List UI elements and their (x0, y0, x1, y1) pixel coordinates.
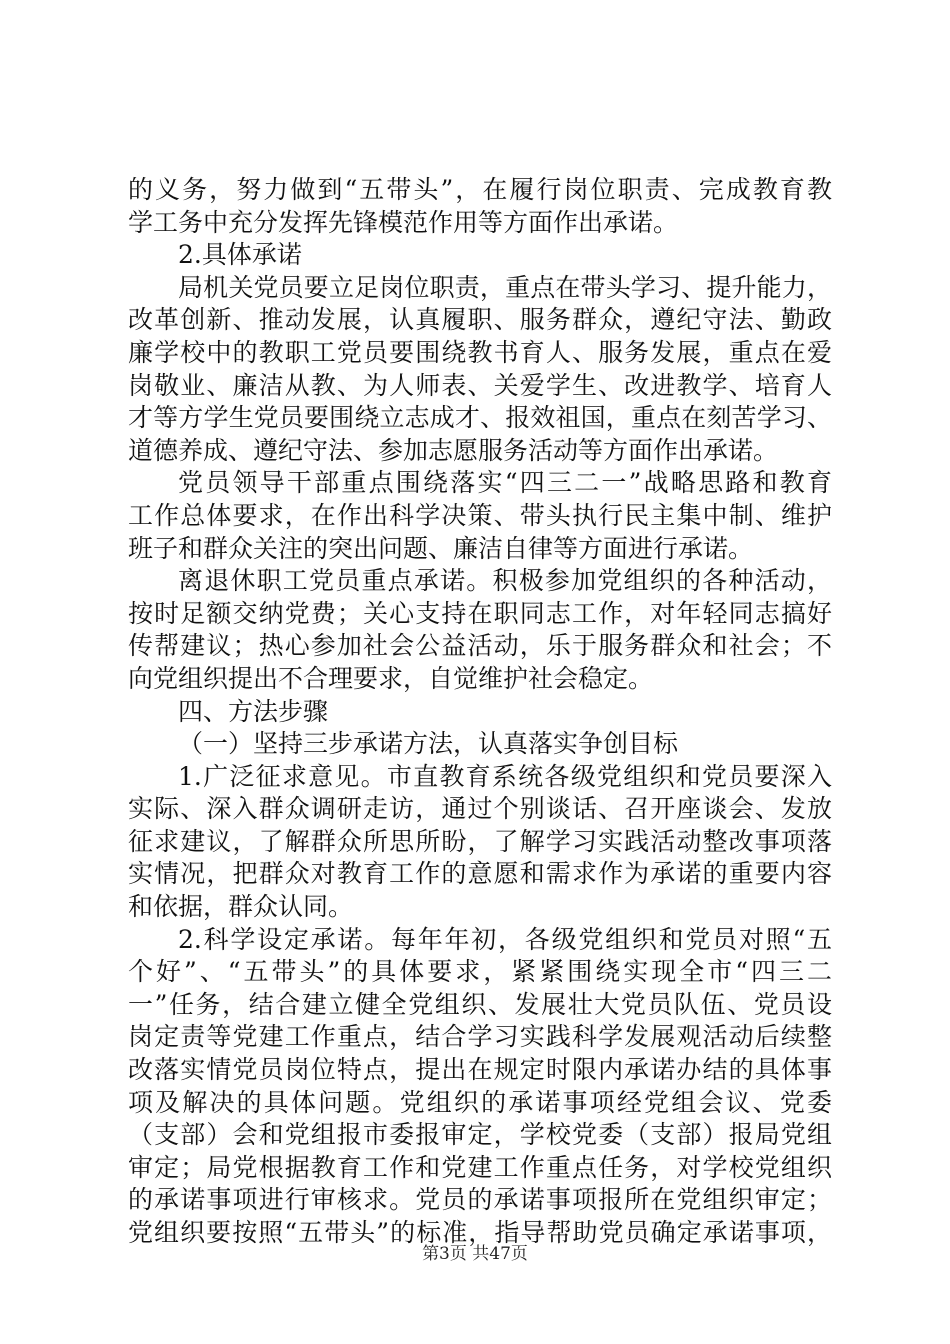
text-line: 个好”、“五带头”的具体要求，紧紧围绕实现全市“四三二 (128, 957, 832, 987)
page-number: 第3页 共47页 (422, 1244, 528, 1264)
text-line: 实情况，把群众对教育工作的意愿和需求作为承诺的重要内容 (128, 859, 832, 889)
text-line: 审定；局党根据教育工作和党建工作重点任务，对学校党组织 (128, 1152, 832, 1182)
text-line: 1.广泛征求意见。市直教育系统各级党组织和党员要深入 (178, 761, 832, 791)
text-line: 工作总体要求，在作出科学决策、带头执行民主集中制、维护 (128, 500, 832, 530)
text-line: （一）坚持三步承诺方法，认真落实争创目标 (178, 729, 679, 759)
text-line: 和依据，群众认同。 (128, 892, 354, 922)
text-line: 实际、深入群众调研走访，通过个别谈话、召开座谈会、发放 (128, 794, 832, 824)
text-line: 改革创新、推动发展，认真履职、服务群众，遵纪守法、勤政 (128, 305, 832, 335)
text-line: 按时足额交纳党费；关心支持在职同志工作，对年轻同志搞好 (128, 598, 832, 628)
text-line: 2.具体承诺 (178, 240, 302, 270)
text-line: 道德养成、遵纪守法、参加志愿服务活动等方面作出承诺。 (128, 435, 779, 465)
text-line: 廉学校中的教职工党员要围绕教书育人、服务发展，重点在爱 (128, 337, 832, 367)
text-line: 改落实情党员岗位特点，提出在规定时限内承诺办结的具体事 (128, 1055, 832, 1085)
text-line: 的义务，努力做到“五带头”，在履行岗位职责、完成教育教 (128, 175, 832, 204)
text-line: 传帮建议；热心参加社会公益活动，乐于服务群众和社会；不 (128, 631, 832, 661)
text-line: 局机关党员要立足岗位职责，重点在带头学习、提升能力， (178, 272, 832, 302)
text-line: 岗定责等党建工作重点，结合学习实践科学发展观活动后续整 (128, 1022, 832, 1052)
text-line: 学工务中充分发挥先锋模范作用等方面作出承诺。 (128, 207, 679, 237)
text-line: （支部）会和党组报市委报审定，学校党委（支部）报局党组 (128, 1120, 832, 1150)
text-line: 班子和群众关注的突出问题、廉洁自律等方面进行承诺。 (128, 533, 754, 563)
text-line: 党组织要按照“五带头”的标准，指导帮助党员确定承诺事项， (128, 1218, 832, 1247)
text-line: 征求建议，了解群众所思所盼，了解学习实践活动整改事项落 (128, 826, 832, 856)
text-line: 2.科学设定承诺。每年年初，各级党组织和党员对照“五 (178, 924, 832, 954)
document-body (128, 174, 832, 1250)
text-line: 的承诺事项进行审核求。党员的承诺事项报所在党组织审定； (128, 1185, 832, 1215)
text-line: 岗敬业、廉洁从教、为人师表、关爱学生、改进教学、培育人 (128, 370, 832, 400)
text-line: 一”任务，结合建立健全党组织、发展壮大党员队伍、党员设 (128, 989, 832, 1019)
text-line: 离退休职工党员重点承诺。积极参加党组织的各种活动， (178, 566, 832, 596)
text-line: 才等方学生党员要围绕立志成才、报效祖国，重点在刻苦学习、 (128, 403, 832, 433)
text-line: 项及解决的具体问题。党组织的承诺事项经党组会议、党委 (128, 1087, 832, 1117)
text-line: 四、方法步骤 (178, 696, 329, 726)
text-line: 党员领导干部重点围绕落实“四三二一”战略思路和教育 (178, 468, 832, 498)
text-line: 向党组织提出不合理要求，自觉维护社会稳定。 (128, 663, 654, 693)
